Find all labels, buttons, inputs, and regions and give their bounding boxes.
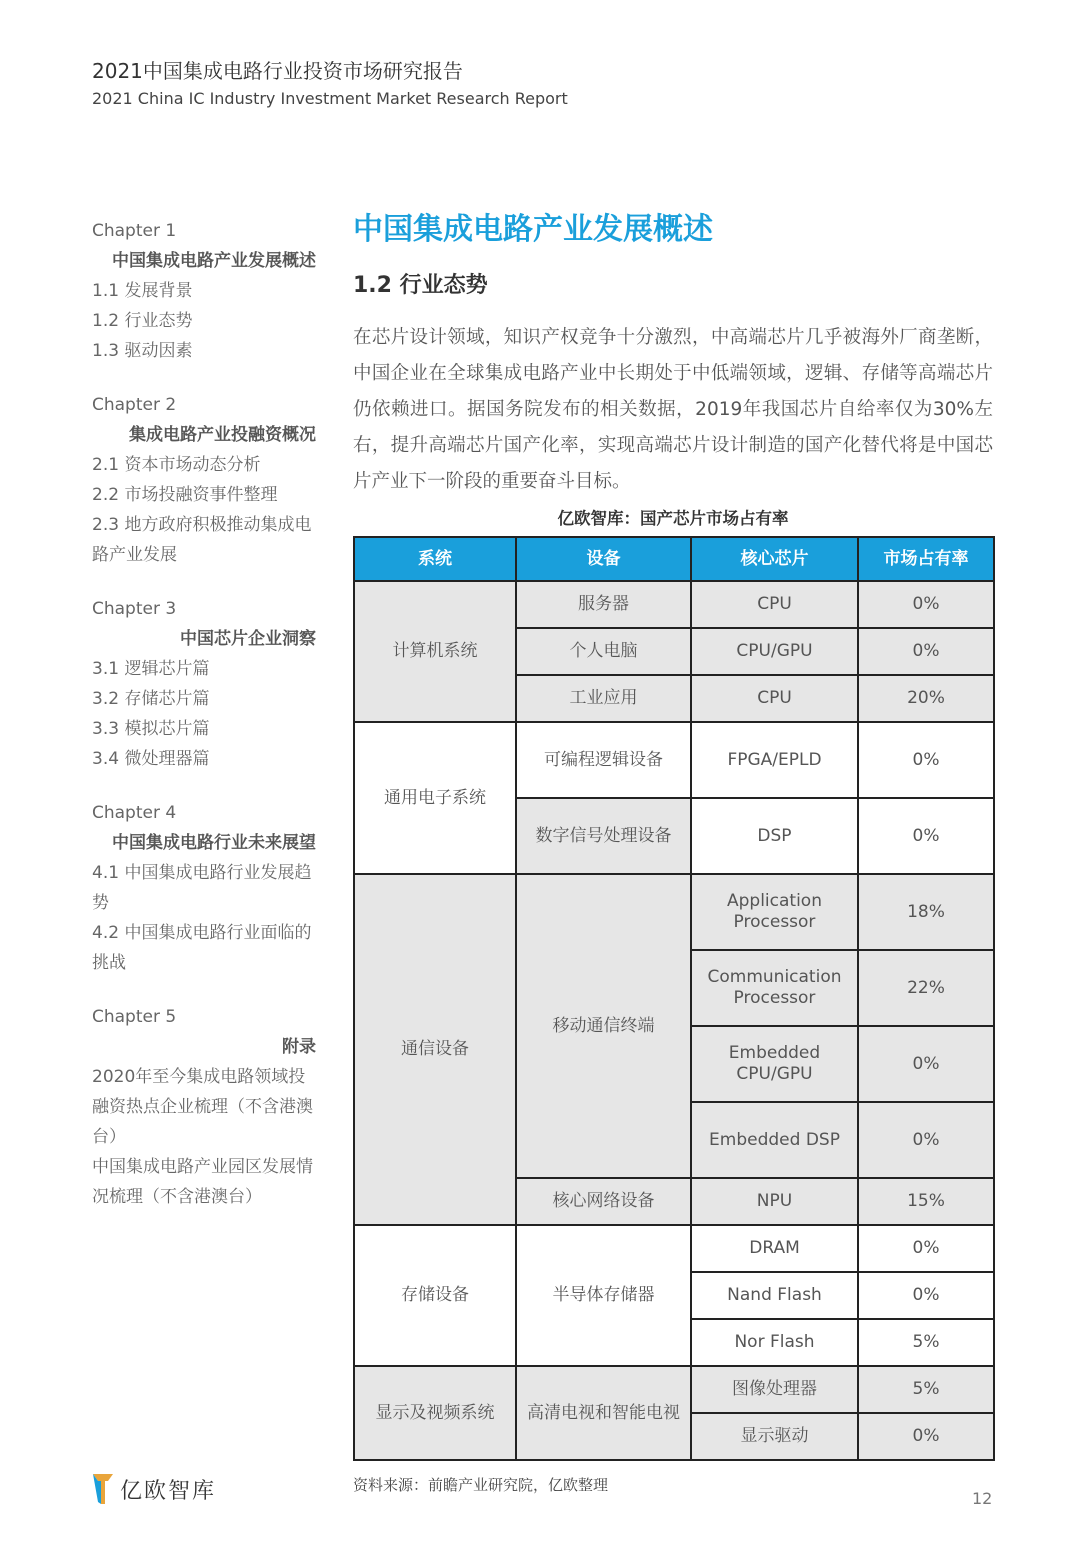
toc-item[interactable]: 3.3 模拟芯片篇 <box>92 719 210 739</box>
chip-cell: Nand Flash <box>691 1272 858 1319</box>
toc-item[interactable]: 1.2 行业态势 <box>92 311 193 331</box>
share-cell: 5% <box>858 1366 994 1413</box>
toc-chapter-5 <box>92 1002 316 1212</box>
toc-chapter-3 <box>92 594 316 774</box>
device-cell: 半导体存储器 <box>516 1225 691 1366</box>
toc-chapter-title[interactable]: 中国集成电路行业未来展望 <box>112 833 316 853</box>
device-cell: 服务器 <box>516 581 691 628</box>
system-cell: 计算机系统 <box>354 581 516 722</box>
report-title-en: 2021 China IC Industry Investment Market Research Report <box>92 89 568 108</box>
chip-cell: NPU <box>691 1178 858 1225</box>
device-cell: 核心网络设备 <box>516 1178 691 1225</box>
iyiou-logo-icon <box>92 1472 114 1506</box>
toc-chapter-2 <box>92 390 316 570</box>
chip-cell: FPGA/EPLD <box>691 722 858 798</box>
main-content <box>353 204 993 1461</box>
toc-chapter-1 <box>92 216 316 366</box>
share-cell: 0% <box>858 798 994 874</box>
subsection-title: 1.2 行业态势 <box>353 273 488 298</box>
share-cell: 0% <box>858 1413 994 1460</box>
device-cell: 个人电脑 <box>516 628 691 675</box>
report-title-zh: 2021中国集成电路行业投资市场研究报告 <box>92 59 463 83</box>
toc-item[interactable]: 2.2 市场投融资事件整理 <box>92 485 278 505</box>
device-cell: 数字信号处理设备 <box>516 798 691 874</box>
chip-cell: 图像处理器 <box>691 1366 858 1413</box>
device-cell: 高清电视和智能电视 <box>516 1366 691 1460</box>
table-row <box>354 1366 994 1413</box>
toc-item[interactable]: 中国集成电路产业园区发展情况梳理（不含港澳台） <box>92 1157 313 1207</box>
toc-item[interactable]: 2.1 资本市场动态分析 <box>92 455 261 475</box>
table-row <box>354 874 994 950</box>
table-row <box>354 722 994 798</box>
device-cell: 工业应用 <box>516 675 691 722</box>
share-cell: 15% <box>858 1178 994 1225</box>
share-cell: 5% <box>858 1319 994 1366</box>
toc-item[interactable]: 1.3 驱动因素 <box>92 341 193 361</box>
toc-item[interactable]: 3.1 逻辑芯片篇 <box>92 659 210 679</box>
source-note: 资料来源：前瞻产业研究院，亿欧整理 <box>353 1476 609 1494</box>
chip-cell: Application Processor <box>691 874 858 950</box>
toc-item[interactable]: 3.4 微处理器篇 <box>92 749 210 769</box>
logo <box>92 1472 216 1506</box>
toc-chapter-label[interactable]: Chapter 2 <box>92 395 177 415</box>
toc-item[interactable]: 1.1 发展背景 <box>92 281 193 301</box>
share-cell: 0% <box>858 1026 994 1102</box>
toc-item[interactable]: 4.2 中国集成电路行业面临的挑战 <box>92 923 312 973</box>
toc-item[interactable]: 3.2 存储芯片篇 <box>92 689 210 709</box>
sidebar-toc <box>92 216 316 1236</box>
chip-cell: DRAM <box>691 1225 858 1272</box>
share-cell: 0% <box>858 1225 994 1272</box>
toc-chapter-title[interactable]: 附录 <box>282 1037 316 1057</box>
share-cell: 0% <box>858 722 994 798</box>
header-chip: 核心芯片 <box>691 537 858 581</box>
logo-text: 亿欧智库 <box>120 1478 217 1504</box>
device-cell: 移动通信终端 <box>516 874 691 1178</box>
toc-chapter-4 <box>92 798 316 978</box>
market-share-table <box>353 536 995 1461</box>
chip-cell: CPU <box>691 581 858 628</box>
section-title: 中国集成电路产业发展概述 <box>353 212 713 247</box>
chip-cell: DSP <box>691 798 858 874</box>
share-cell: 0% <box>858 628 994 675</box>
toc-item[interactable]: 2020年至今集成电路领域投融资热点企业梳理（不含港澳台） <box>92 1067 313 1147</box>
chip-cell: Nor Flash <box>691 1319 858 1366</box>
chip-cell: CPU <box>691 675 858 722</box>
chip-cell: CPU/GPU <box>691 628 858 675</box>
toc-chapter-label[interactable]: Chapter 3 <box>92 599 177 619</box>
chip-cell: Embedded DSP <box>691 1102 858 1178</box>
toc-chapter-label[interactable]: Chapter 1 <box>92 221 177 241</box>
table-header-row <box>354 537 994 581</box>
toc-chapter-title[interactable]: 中国芯片企业洞察 <box>180 629 316 649</box>
system-cell: 存储设备 <box>354 1225 516 1366</box>
system-cell: 显示及视频系统 <box>354 1366 516 1460</box>
toc-item[interactable]: 2.3 地方政府积极推动集成电路产业发展 <box>92 515 312 565</box>
body-paragraph: 在芯片设计领域，知识产权竞争十分激烈，中高端芯片几乎被海外厂商垄断，中国企业在全球集成电路产业中长期处于中低端领域，逻辑、存储等高端芯片仍依赖进口。据国务院发布的相关数据，2019年我国芯片自给率仅为30%左右，提升高端芯片国产化率，实现高端芯片设计制造的国产化替代将是中国芯片产业下一阶段的重要奋斗目标。 <box>353 327 993 492</box>
header-share: 市场占有率 <box>858 537 994 581</box>
system-cell: 通信设备 <box>354 874 516 1225</box>
page-number: 12 <box>972 1489 993 1508</box>
toc-chapter-title[interactable]: 集成电路产业投融资概况 <box>129 425 316 445</box>
chip-cell: Embedded CPU/GPU <box>691 1026 858 1102</box>
table-row <box>354 581 994 628</box>
system-cell: 通用电子系统 <box>354 722 516 874</box>
toc-item[interactable]: 4.1 中国集成电路行业发展趋势 <box>92 863 312 913</box>
toc-chapter-label[interactable]: Chapter 4 <box>92 803 177 823</box>
share-cell: 0% <box>858 1102 994 1178</box>
table-caption: 亿欧智库：国产芯片市场占有率 <box>557 509 789 528</box>
toc-chapter-title[interactable]: 中国集成电路产业发展概述 <box>112 251 316 271</box>
device-cell: 可编程逻辑设备 <box>516 722 691 798</box>
toc-chapter-label[interactable]: Chapter 5 <box>92 1007 177 1027</box>
chip-cell: 显示驱动 <box>691 1413 858 1460</box>
share-cell: 18% <box>858 874 994 950</box>
chip-cell: Communication Processor <box>691 950 858 1026</box>
header-device: 设备 <box>516 537 691 581</box>
table-row <box>354 1225 994 1272</box>
share-cell: 0% <box>858 581 994 628</box>
share-cell: 20% <box>858 675 994 722</box>
header-system: 系统 <box>354 537 516 581</box>
share-cell: 22% <box>858 950 994 1026</box>
share-cell: 0% <box>858 1272 994 1319</box>
